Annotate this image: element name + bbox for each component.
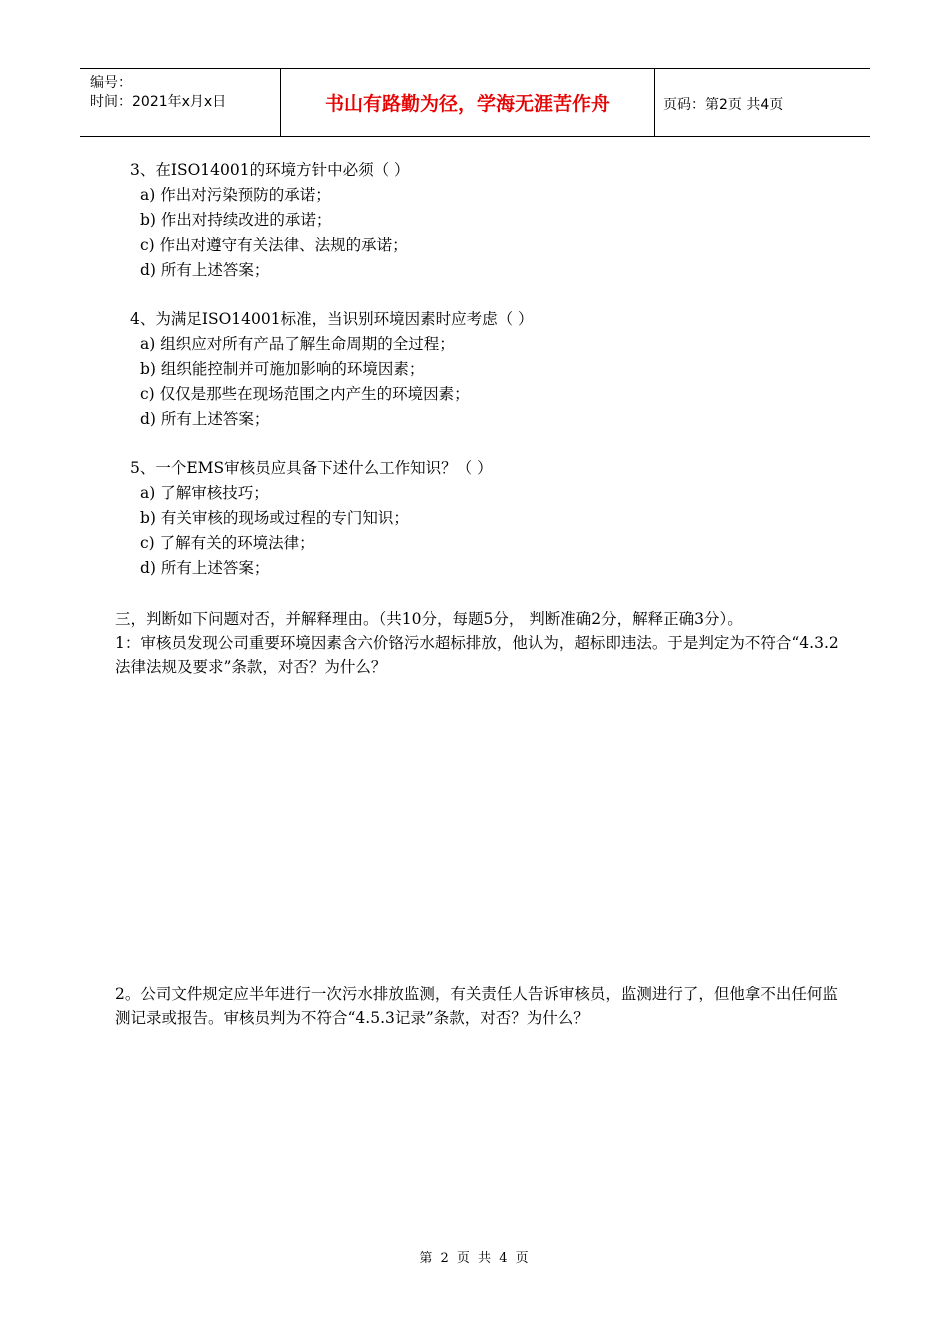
question-title: 3、在ISO14001的环境方针中必须（ ） [130, 161, 410, 179]
question-title: 4、为满足ISO14001标准，当识别环境因素时应考虑（ ） [130, 310, 534, 328]
question-option: b) 作出对持续改进的承诺； [140, 211, 332, 229]
section-3 [115, 607, 840, 679]
judgment-item-2: 2。公司文件规定应半年进行一次污水排放监测，有关责任人告诉审核员，监测进行了，但他拿不出任何监测记录或报告。审核员判为不符合“4.5.3记录”条款，对否？为什么？ [115, 985, 838, 1027]
question-option: d) 所有上述答案； [140, 410, 270, 428]
document-number-label: 编号： [90, 75, 132, 91]
document-time-label: 时间：2021年x月x日 [90, 94, 227, 110]
page-header [80, 68, 870, 137]
question-option: a) 作出对污染预防的承诺； [140, 186, 331, 204]
header-motto: 书山有路勤为径，学海无涯苦作舟 [324, 93, 610, 115]
question-option: d) 所有上述答案； [140, 559, 270, 577]
header-page-cell [655, 69, 870, 136]
question-option: a) 了解审核技巧； [140, 484, 269, 502]
question-option: c) 作出对遵守有关法律、法规的承诺； [140, 236, 408, 254]
question-option: d) 所有上述答案； [140, 261, 270, 279]
header-page-info: 页码：第2页 共4页 [663, 97, 784, 113]
judgment-item-1: 1：审核员发现公司重要环境因素含六价铬污水超标排放，他认为，超标即违法。于是判定为不符合“4.3.2法律法规及要求”条款，对否？为什么？ [115, 634, 839, 676]
section-heading: 三，判断如下问题对否，并解释理由。（共10分，每题5分， 判断准确2分，解释正确3分）。 [115, 610, 743, 628]
question-3 [130, 158, 410, 283]
question-option: c) 仅仅是那些在现场范围之内产生的环境因素； [140, 385, 470, 403]
question-4 [130, 307, 534, 432]
header-meta-cell [80, 69, 281, 136]
question-5 [130, 456, 493, 581]
question-option: c) 了解有关的环境法律； [140, 534, 315, 552]
question-option: b) 有关审核的现场或过程的专门知识； [140, 509, 409, 527]
header-motto-cell [281, 69, 655, 136]
question-option: a) 组织应对所有产品了解生命周期的全过程； [140, 335, 455, 353]
section-3-item-2 [115, 982, 840, 1030]
question-option: b) 组织能控制并可施加影响的环境因素； [140, 360, 425, 378]
page-footer: 第 2 页 共 4 页 [419, 1251, 531, 1266]
question-title: 5、一个EMS审核员应具备下述什么工作知识？（ ） [130, 459, 493, 477]
